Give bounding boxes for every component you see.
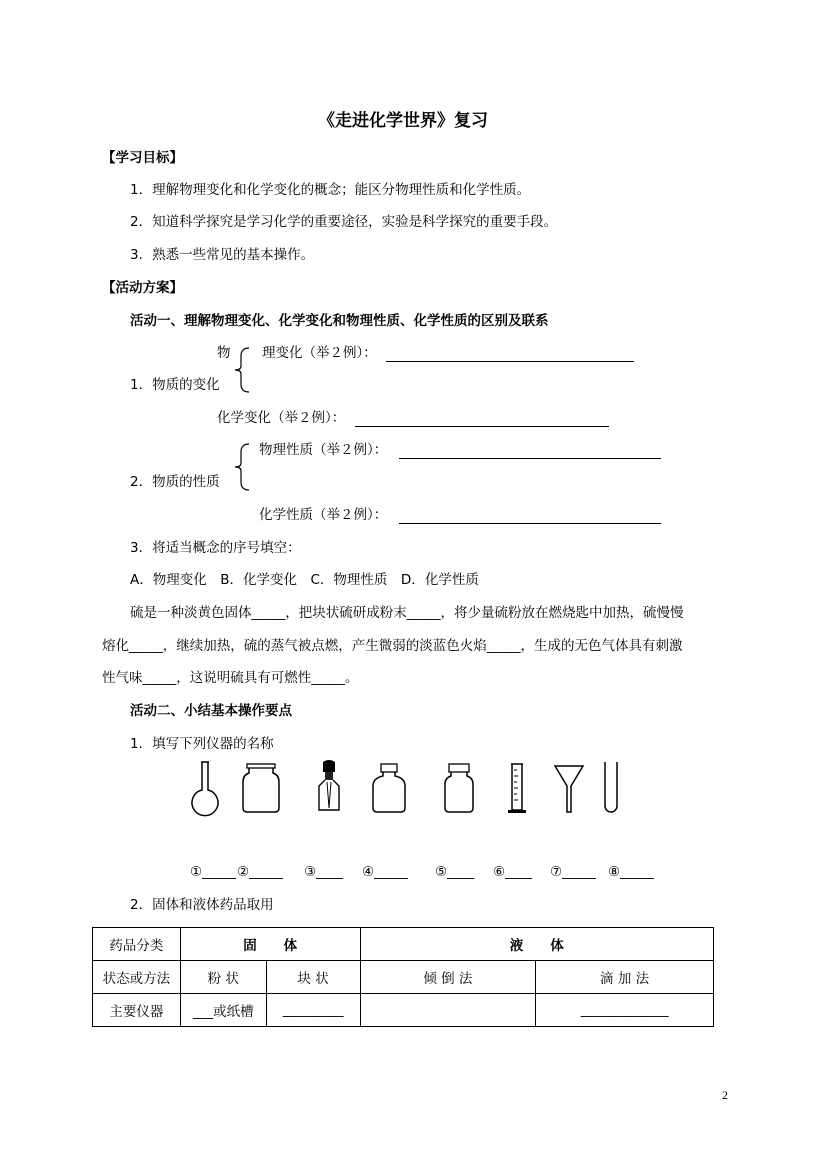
graduated-cylinder-icon — [508, 764, 526, 813]
change-label: 1．物质的变化 — [130, 377, 220, 393]
chem-prop-label: 化学性质（举２例）： — [259, 507, 388, 523]
narrow-mouth-bottle-icon — [373, 764, 405, 812]
funnel-icon — [555, 766, 583, 812]
answer-6[interactable]: ⑥____ — [493, 864, 533, 880]
test-tube-icon — [605, 762, 617, 812]
answer-5[interactable]: ⑤____ — [435, 864, 475, 880]
phys-prop-blank[interactable] — [399, 458, 661, 459]
options-line: A．物理变化 B．化学变化 C．物理性质 D．化学性质 — [130, 572, 479, 588]
answer-8[interactable]: ⑧_____ — [608, 864, 654, 880]
plan-heading: 【活动方案】 — [102, 280, 183, 296]
goal-item-2: 2．知道科学探究是学习化学的重要途径，实验是科学探究的重要手段。 — [130, 214, 558, 230]
instruments-label: 1．填写下列仪器的名称 — [130, 736, 274, 752]
table-row — [93, 961, 714, 994]
cell-block-instrument[interactable]: _________ — [266, 994, 360, 1027]
brace-icon — [233, 442, 251, 492]
header-solid: 固 体 — [180, 928, 360, 961]
reagent-bottle-icon — [445, 764, 473, 812]
chem-change-blank[interactable] — [355, 426, 609, 427]
wide-mouth-bottle-icon — [243, 764, 279, 812]
cell-drop-instrument[interactable]: _____________ — [536, 994, 714, 1027]
row-instrument-label: 主要仪器 — [93, 994, 181, 1027]
answer-2[interactable]: ②_____ — [237, 864, 283, 880]
instrument-row — [185, 760, 665, 820]
goals-heading: 【学习目标】 — [102, 150, 183, 166]
cell-pour: 倾 倒 法 — [360, 961, 536, 994]
header-liquid: 液 体 — [360, 928, 713, 961]
cell-block: 块 状 — [266, 961, 360, 994]
phys-change-label: 理变化（举２例）： — [262, 345, 377, 361]
table-row — [93, 994, 714, 1027]
answer-3[interactable]: ③____ — [304, 864, 344, 880]
header-category: 药品分类 — [93, 928, 181, 961]
passage-line-2: 熔化_____，继续加热，硫的蒸气被点燃，产生微弱的淡蓝色火焰_____，生成的无色气体具有刺激 — [102, 638, 683, 654]
activity1-heading: 活动一、理解物理变化、化学变化和物理性质、化学性质的区别及联系 — [130, 313, 549, 329]
phys-change-blank[interactable] — [386, 361, 634, 362]
reagent-table — [92, 927, 714, 1027]
goal-item-1: 1．理解物理变化和化学变化的概念；能区分物理性质和化学性质。 — [130, 182, 531, 198]
answer-1[interactable]: ①_____ — [190, 864, 236, 880]
cell-powder: 粉 状 — [180, 961, 266, 994]
cell-powder-instrument[interactable]: ___或纸槽 — [180, 994, 266, 1027]
phys-change-prefix: 物 — [217, 345, 231, 361]
cell-pour-instrument[interactable] — [360, 994, 536, 1027]
round-flask-icon — [192, 762, 218, 816]
activity2-heading: 活动二、小结基本操作要点 — [130, 703, 292, 719]
passage-line-3: 性气味_____，这说明硫具有可燃性_____。 — [102, 670, 359, 686]
page-number: 2 — [722, 1088, 728, 1102]
brace-icon — [233, 346, 251, 394]
goal-item-3: 3．熟悉一些常见的基本操作。 — [130, 247, 315, 263]
cell-drop: 滴 加 法 — [536, 961, 714, 994]
chem-prop-blank[interactable] — [399, 523, 661, 524]
answer-7[interactable]: ⑦_____ — [550, 864, 596, 880]
fill-instruction: 3．将适当概念的序号填空： — [130, 540, 301, 556]
table-row — [93, 928, 714, 961]
row-method-label: 状态或方法 — [93, 961, 181, 994]
chem-change-label: 化学变化（举２例）： — [217, 410, 346, 426]
page-title: 《走进化学世界》复习 — [318, 111, 488, 131]
table-label: 2．固体和液体药品取用 — [130, 897, 274, 913]
answer-4[interactable]: ④_____ — [362, 864, 408, 880]
phys-prop-label: 物理性质（举２例）： — [259, 442, 388, 458]
property-label: 2．物质的性质 — [130, 474, 220, 490]
passage-line-1: 硫是一种淡黄色固体_____，把块状硫研成粉末_____，将少量硫粉放在燃烧匙中加热，硫慢慢 — [130, 605, 684, 621]
dropper-bottle-icon — [319, 760, 339, 810]
